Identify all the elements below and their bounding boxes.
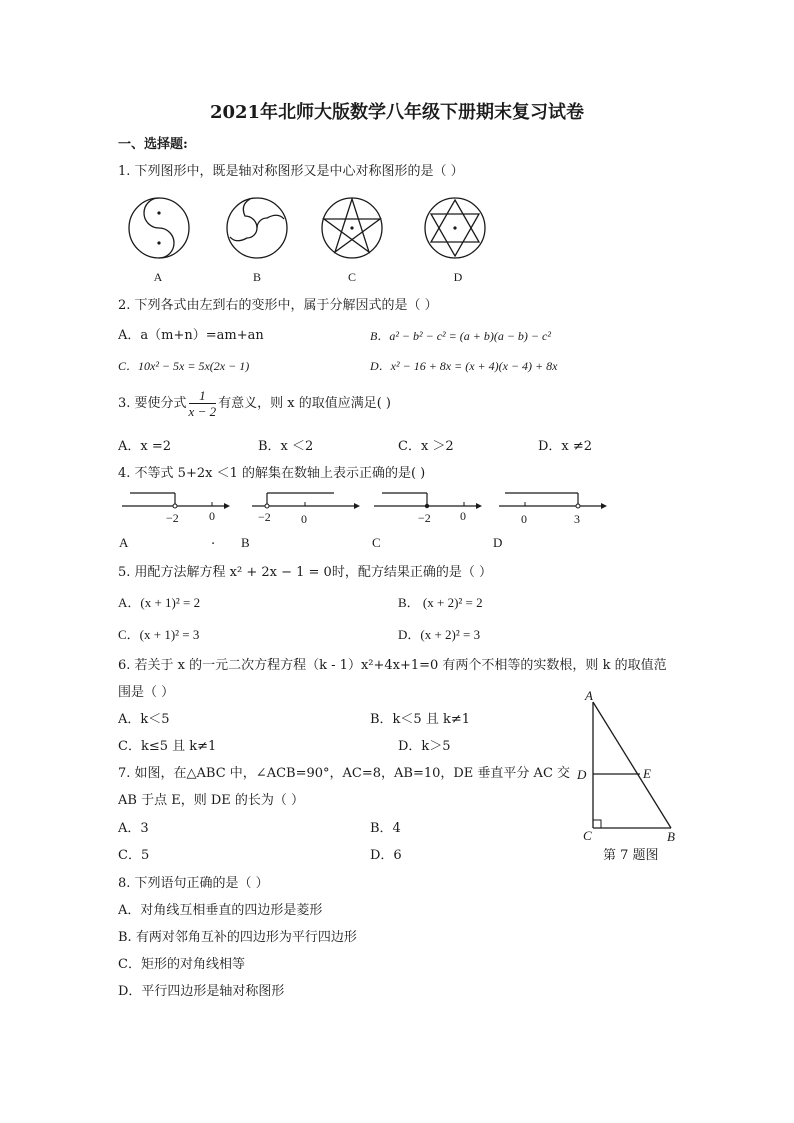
point-label-a: A (585, 688, 593, 703)
pentagram-figure (321, 197, 383, 259)
fraction-numerator: 1 (189, 388, 217, 404)
triangle-figure (585, 696, 675, 830)
option-label-d: D (493, 535, 503, 550)
point-label-c: C (583, 828, 592, 843)
yin-yang-figure (128, 197, 190, 259)
number-line-d (497, 490, 607, 512)
question-3-fraction (189, 388, 217, 419)
question-5-option-c: C．(x + 1)² = 3 (118, 627, 200, 642)
page-title: 2021年北师大版数学八年级下册期末复习试卷 (209, 102, 585, 123)
question-3-option-a: A．x =2 (118, 439, 172, 454)
figure-caption: 第 7 题图 (603, 848, 659, 863)
question-6-stem-line1: 6. 若关于 x 的一元二次方程方程（k - 1）x²+4x+1=0 有两个不相等的实数根，则 k 的取值范 (118, 658, 667, 673)
question-8-option-c: C．矩形的对角线相等 (118, 957, 245, 972)
tick-label: 3 (574, 512, 580, 526)
swirl-figure (226, 197, 288, 259)
option-label-b: B (241, 535, 250, 550)
tick-label: −2 (166, 511, 179, 525)
question-6-stem-line2: 围是（ ） (118, 685, 175, 700)
question-7-stem-line1: 7. 如图，在△ABC 中，∠ACB=90°，AC=8，AB=10，DE 垂直平分 AC 交 (118, 766, 571, 781)
question-5-stem: 5. 用配方法解方程 x² + 2x − 1 = 0时，配方结果正确的是（ ） (118, 565, 492, 580)
option-label-a: A (119, 535, 129, 550)
fraction-denominator: x − 2 (188, 404, 217, 419)
question-2-option-b: B．a² − b² − c² = (a + b)(a − b) − c² (370, 329, 551, 343)
question-3-stem (118, 388, 391, 420)
option-label-c: C (347, 270, 356, 284)
tick-label: −2 (258, 510, 271, 524)
option-label-c: C (372, 535, 381, 550)
question-5-option-b: B． (x + 2)² = 2 (398, 595, 483, 610)
question-8-stem: 8. 下列语句正确的是（ ） (118, 876, 269, 891)
question-5-option-d: D．(x + 2)² = 3 (398, 627, 481, 642)
question-2-stem: 2. 下列各式由左到右的变形中，属于分解因式的是（ ） (118, 298, 438, 313)
tick-label: 0 (209, 509, 215, 523)
question-3-stem-pre: 3. 要使分式 (118, 396, 187, 411)
question-6-option-b: B．k＜5 且 k≠1 (370, 712, 471, 727)
question-5-option-a: A．(x + 1)² = 2 (118, 595, 201, 610)
question-4-stem: 4. 不等式 5+2x ＜1 的解集在数轴上表示正确的是( ) (118, 466, 426, 481)
question-1-stem: 1. 下列图形中，既是轴对称图形又是中心对称图形的是（ ） (118, 164, 464, 179)
question-7-stem-line2: AB 于点 E，则 DE 的长为（ ） (118, 793, 305, 808)
section-heading: 一、选择题: (118, 137, 188, 152)
question-7-option-c: C．5 (118, 848, 150, 863)
question-6-option-a: A．k＜5 (118, 712, 170, 727)
tick-label: −2 (418, 511, 431, 525)
question-8-option-d: D．平行四边形是轴对称图形 (118, 984, 285, 999)
question-8-option-a: A．对角线互相垂直的四边形是菱形 (118, 903, 323, 918)
question-2-option-c: C．10x² − 5x = 5x(2x − 1) (118, 359, 250, 373)
question-2-option-a: A．a（m+n）=am+an (118, 328, 264, 343)
question-3-option-b: B．x ＜2 (258, 439, 314, 454)
question-6-option-c: C．k≤5 且 k≠1 (118, 739, 217, 754)
point-label-b: B (667, 829, 675, 844)
stray-dot: . (211, 533, 216, 548)
question-6-option-d: D．k＞5 (398, 739, 451, 754)
option-label-a: A (153, 270, 163, 284)
point-label-e: E (643, 766, 651, 781)
question-2-option-d: D．x² − 16 + 8x = (x + 4)(x − 4) + 8x (370, 359, 558, 373)
tick-label: 0 (521, 512, 527, 526)
question-3-stem-post: 有意义，则 x 的取值应满足( ) (218, 396, 391, 411)
question-7-option-a: A．3 (118, 821, 149, 836)
question-7-option-d: D．6 (370, 848, 402, 863)
tick-label: 0 (460, 509, 466, 523)
question-8-option-b: B. 有两对邻角互补的四边形为平行四边形 (118, 930, 357, 945)
point-label-d: D (577, 767, 587, 782)
option-label-b: B (252, 270, 261, 284)
question-3-option-c: C．x ＞2 (398, 439, 454, 454)
question-3-option-d: D．x ≠2 (538, 439, 593, 454)
hexagram-figure (424, 197, 486, 259)
question-7-option-b: B．4 (370, 821, 401, 836)
tick-label: 0 (301, 512, 307, 526)
option-label-d: D (453, 270, 463, 284)
